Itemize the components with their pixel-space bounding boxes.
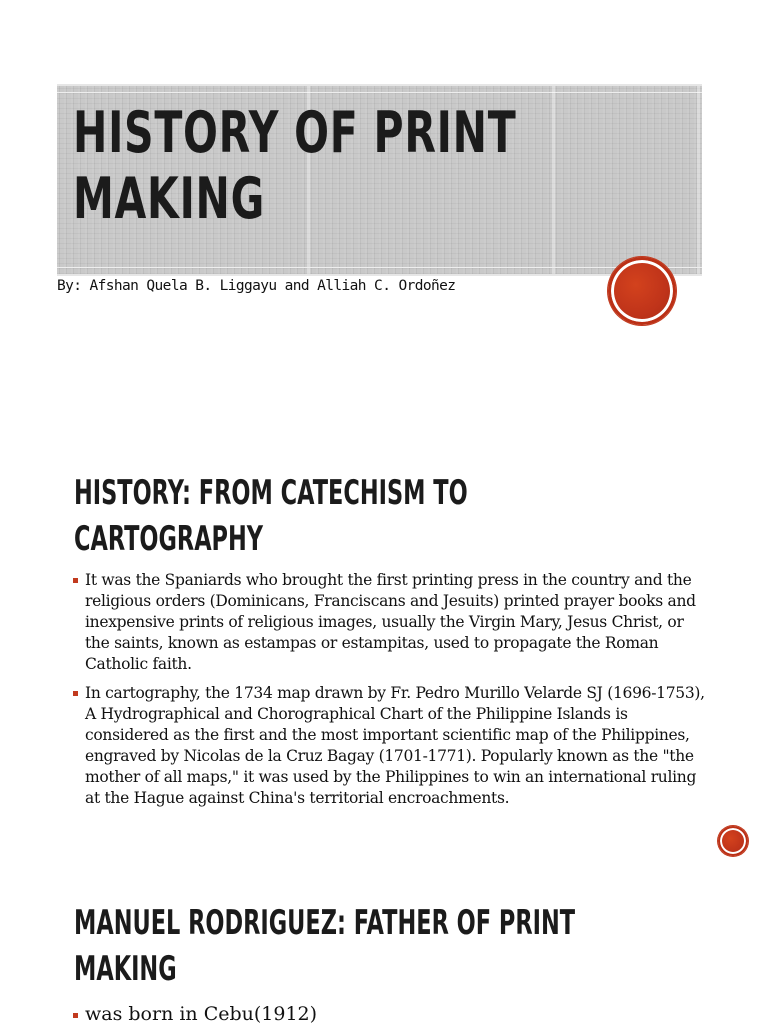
section-heading-rodriguez: MANUEL RODRIGUEZ: FATHER OF PRINT MAKING [74,903,576,989]
section-heading-history: HISTORY: FROM CATECHISM TO CARTOGRAPHY [74,473,468,559]
byline: By: Afshan Quela B. Liggayu and Alliah C. Ordoñez [57,278,456,294]
decorative-circle-icon [608,257,676,325]
slide-title: HISTORY OF PRINT MAKING [73,100,517,232]
bullet-list-history [72,570,712,817]
bullet-text: It was the Spaniards who brought the first printing press in the country and the religious orders (Dominicans, Franciscans and Jesuits) printed prayer books and inexpensive prints of religious images, usually the Virgin Mary, Jesus Christ, or the saints, known as estampas or estampitas, used to propagate the Roman Catholic faith. [85,571,696,673]
list-item [72,570,712,675]
list-item [72,1002,317,1026]
bullet-icon [73,691,78,696]
bullet-text: In cartography, the 1734 map drawn by Fr. Pedro Murillo Velarde SJ (1696-1753), A Hydrographical and Chorographical Chart of the Philippine Islands is considered as the first and the most important scientific map of the Philippines, engraved by Nicolas de la Cruz Bagay (1701-1771). Popularly known as the "the mother of all maps," it was used by the Philippines to win an international ruling at the Hague against China's territorial encroachments. [85,684,705,807]
bullet-icon [73,578,78,583]
bullet-list-rodriguez [72,1002,317,1026]
bullet-text: was born in Cebu(1912) [85,1003,318,1025]
bullet-icon [73,1013,78,1018]
list-item [72,683,712,809]
decorative-circle-icon [718,826,748,856]
